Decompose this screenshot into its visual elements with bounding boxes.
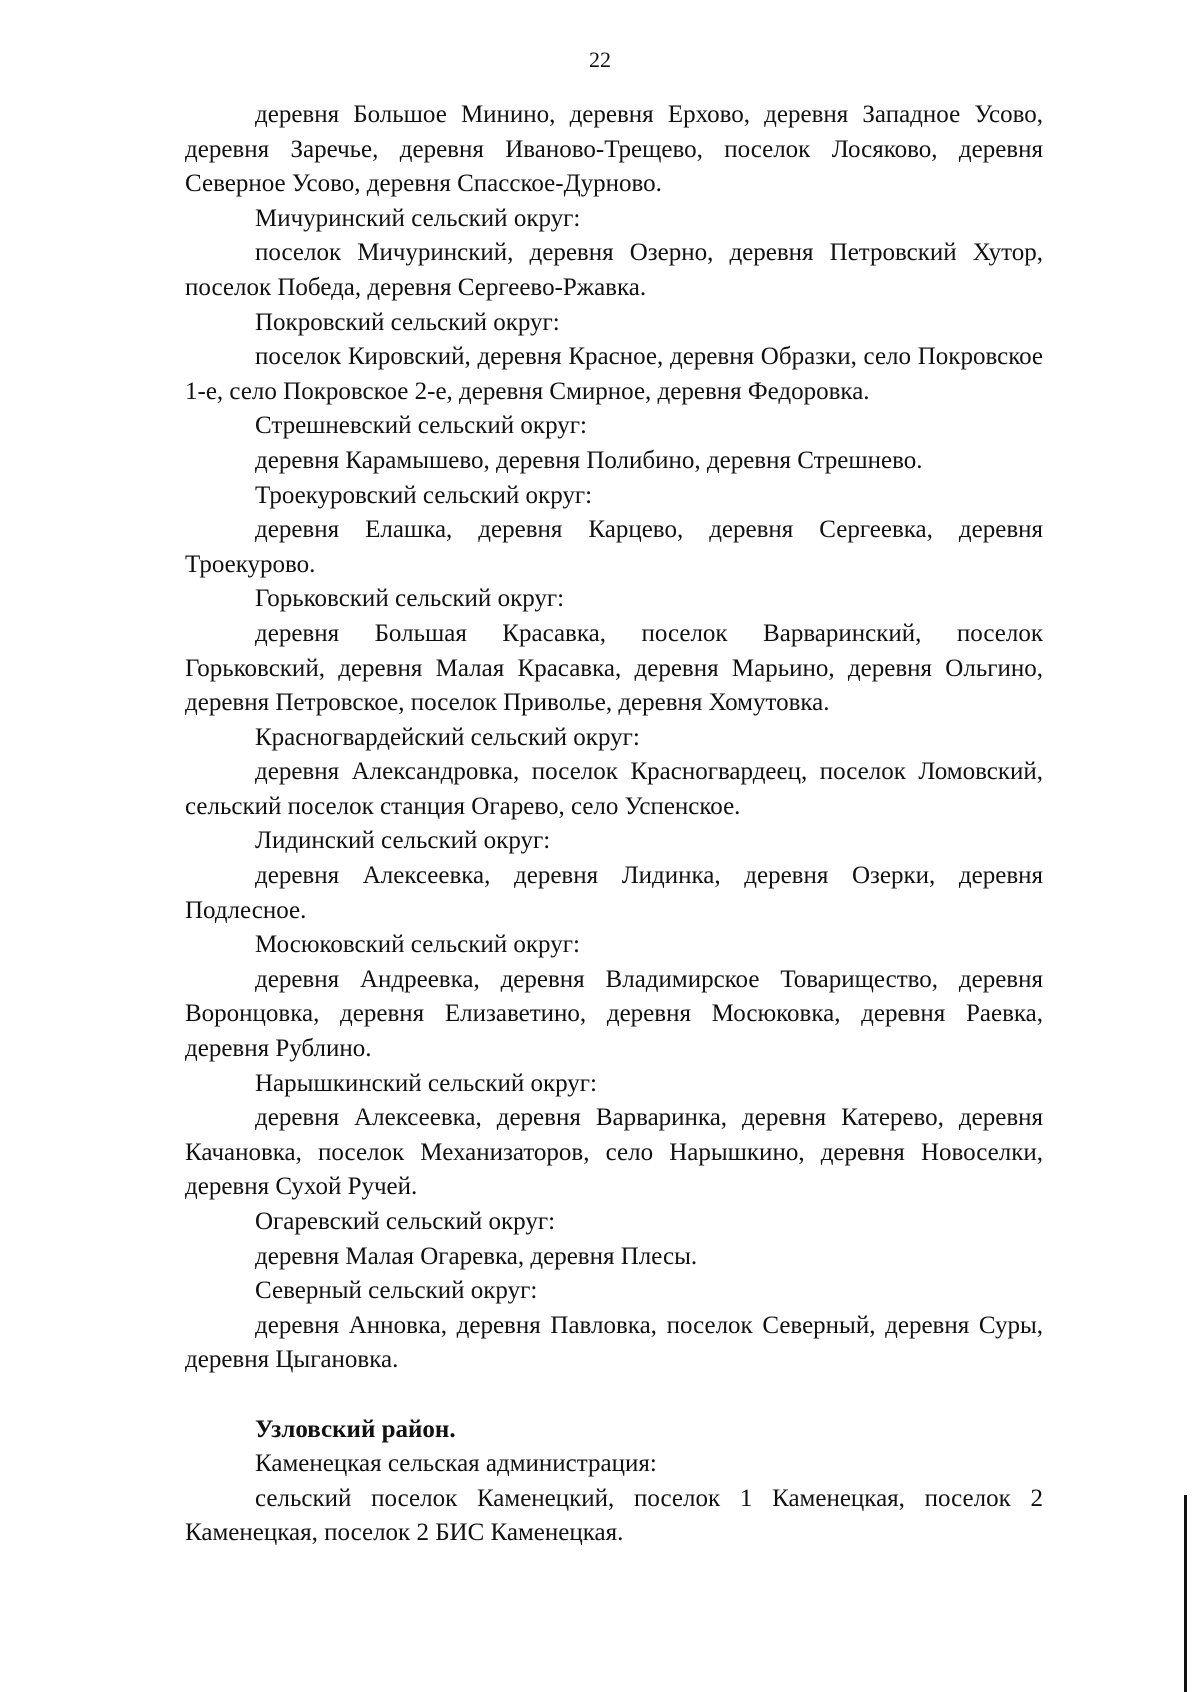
district-heading: Троекуровский сельский округ: [255, 481, 593, 509]
district-heading: Северный сельский округ: [255, 1277, 538, 1305]
district-heading: Стрешневский сельский округ: [255, 412, 587, 440]
district-heading: Красногвардейский сельский округ: [255, 723, 640, 751]
district-heading: Мосюковский сельский округ: [255, 931, 580, 959]
district-heading: Огаревский сельский округ: [255, 1208, 556, 1235]
paragraph: деревня Алексеевка, деревня Варваринка, деревня Катерево, деревня Качановка, поселок Механизаторов, село Нарышкино, деревня Новоселки, деревня Сухой Ручей. [185, 1104, 1043, 1201]
section-title: Узловский район. [255, 1415, 456, 1443]
paragraph: деревня Малая Огаревка, деревня Плесы. [255, 1242, 698, 1270]
paragraph: деревня Большое Минино, деревня Ерхово, деревня Западное Усово, деревня Заречье, деревня Иваново-Трещево, поселок Лосяково, деревня Северное Усово, деревня Спасское-Дурново. [185, 101, 1043, 198]
paragraph: поселок Мичуринский, деревня Озерно, деревня Петровский Хутор, поселок Победа, деревня Сергеево-Ржавка. [185, 239, 1043, 301]
document-body [185, 98, 1043, 1551]
scan-edge-line [1184, 1495, 1187, 1692]
paragraph: деревня Анновка, деревня Павловка, поселок Северный, деревня Суры, деревня Цыгановка. [185, 1311, 1043, 1374]
paragraph: деревня Алексеевка, деревня Лидинка, деревня Озерки, деревня Подлесное. [185, 862, 1043, 924]
page-number: 22 [589, 47, 611, 72]
district-heading: Мичуринский сельский округ: [255, 204, 581, 232]
paragraph: поселок Кировский, деревня Красное, деревня Образки, село Покровское 1-е, село Покровское 2-е, деревня Смирное, деревня Федоровка. [185, 343, 1043, 405]
paragraph: деревня Елашка, деревня Карцево, деревня Сергеевка, деревня Троекурово. [185, 516, 1043, 578]
paragraph: деревня Карамышево, деревня Полибино, деревня Стрешнево. [255, 446, 923, 474]
district-heading: Покровский сельский округ: [255, 308, 560, 336]
district-heading: Нарышкинский сельский округ: [255, 1069, 597, 1097]
paragraph: деревня Большая Красавка, поселок Варваринский, поселок Горьковский, деревня Малая Красавка, деревня Марьино, деревня Ольгино, деревня Петровское, поселок Приволье, деревня Хомутовка. [185, 619, 1043, 717]
paragraph: сельский поселок Каменецкий, поселок 1 Каменецкая, поселок 2 Каменецкая, поселок 2 БИС Каменецкая. [185, 1484, 1043, 1547]
district-heading: Лидинский сельский округ: [255, 827, 551, 855]
district-heading: Горьковский сельский округ: [255, 585, 565, 613]
paragraph: деревня Александровка, поселок Красногвардеец, поселок Ломовский, сельский поселок станция Огарево, село Успенское. [185, 758, 1043, 820]
paragraph: деревня Андреевка, деревня Владимирское Товарищество, деревня Воронцовка, деревня Елизаветино, деревня Мосюковка, деревня Раевка, деревня Рублино. [185, 965, 1043, 1063]
district-heading: Каменецкая сельская администрация: [255, 1450, 657, 1478]
